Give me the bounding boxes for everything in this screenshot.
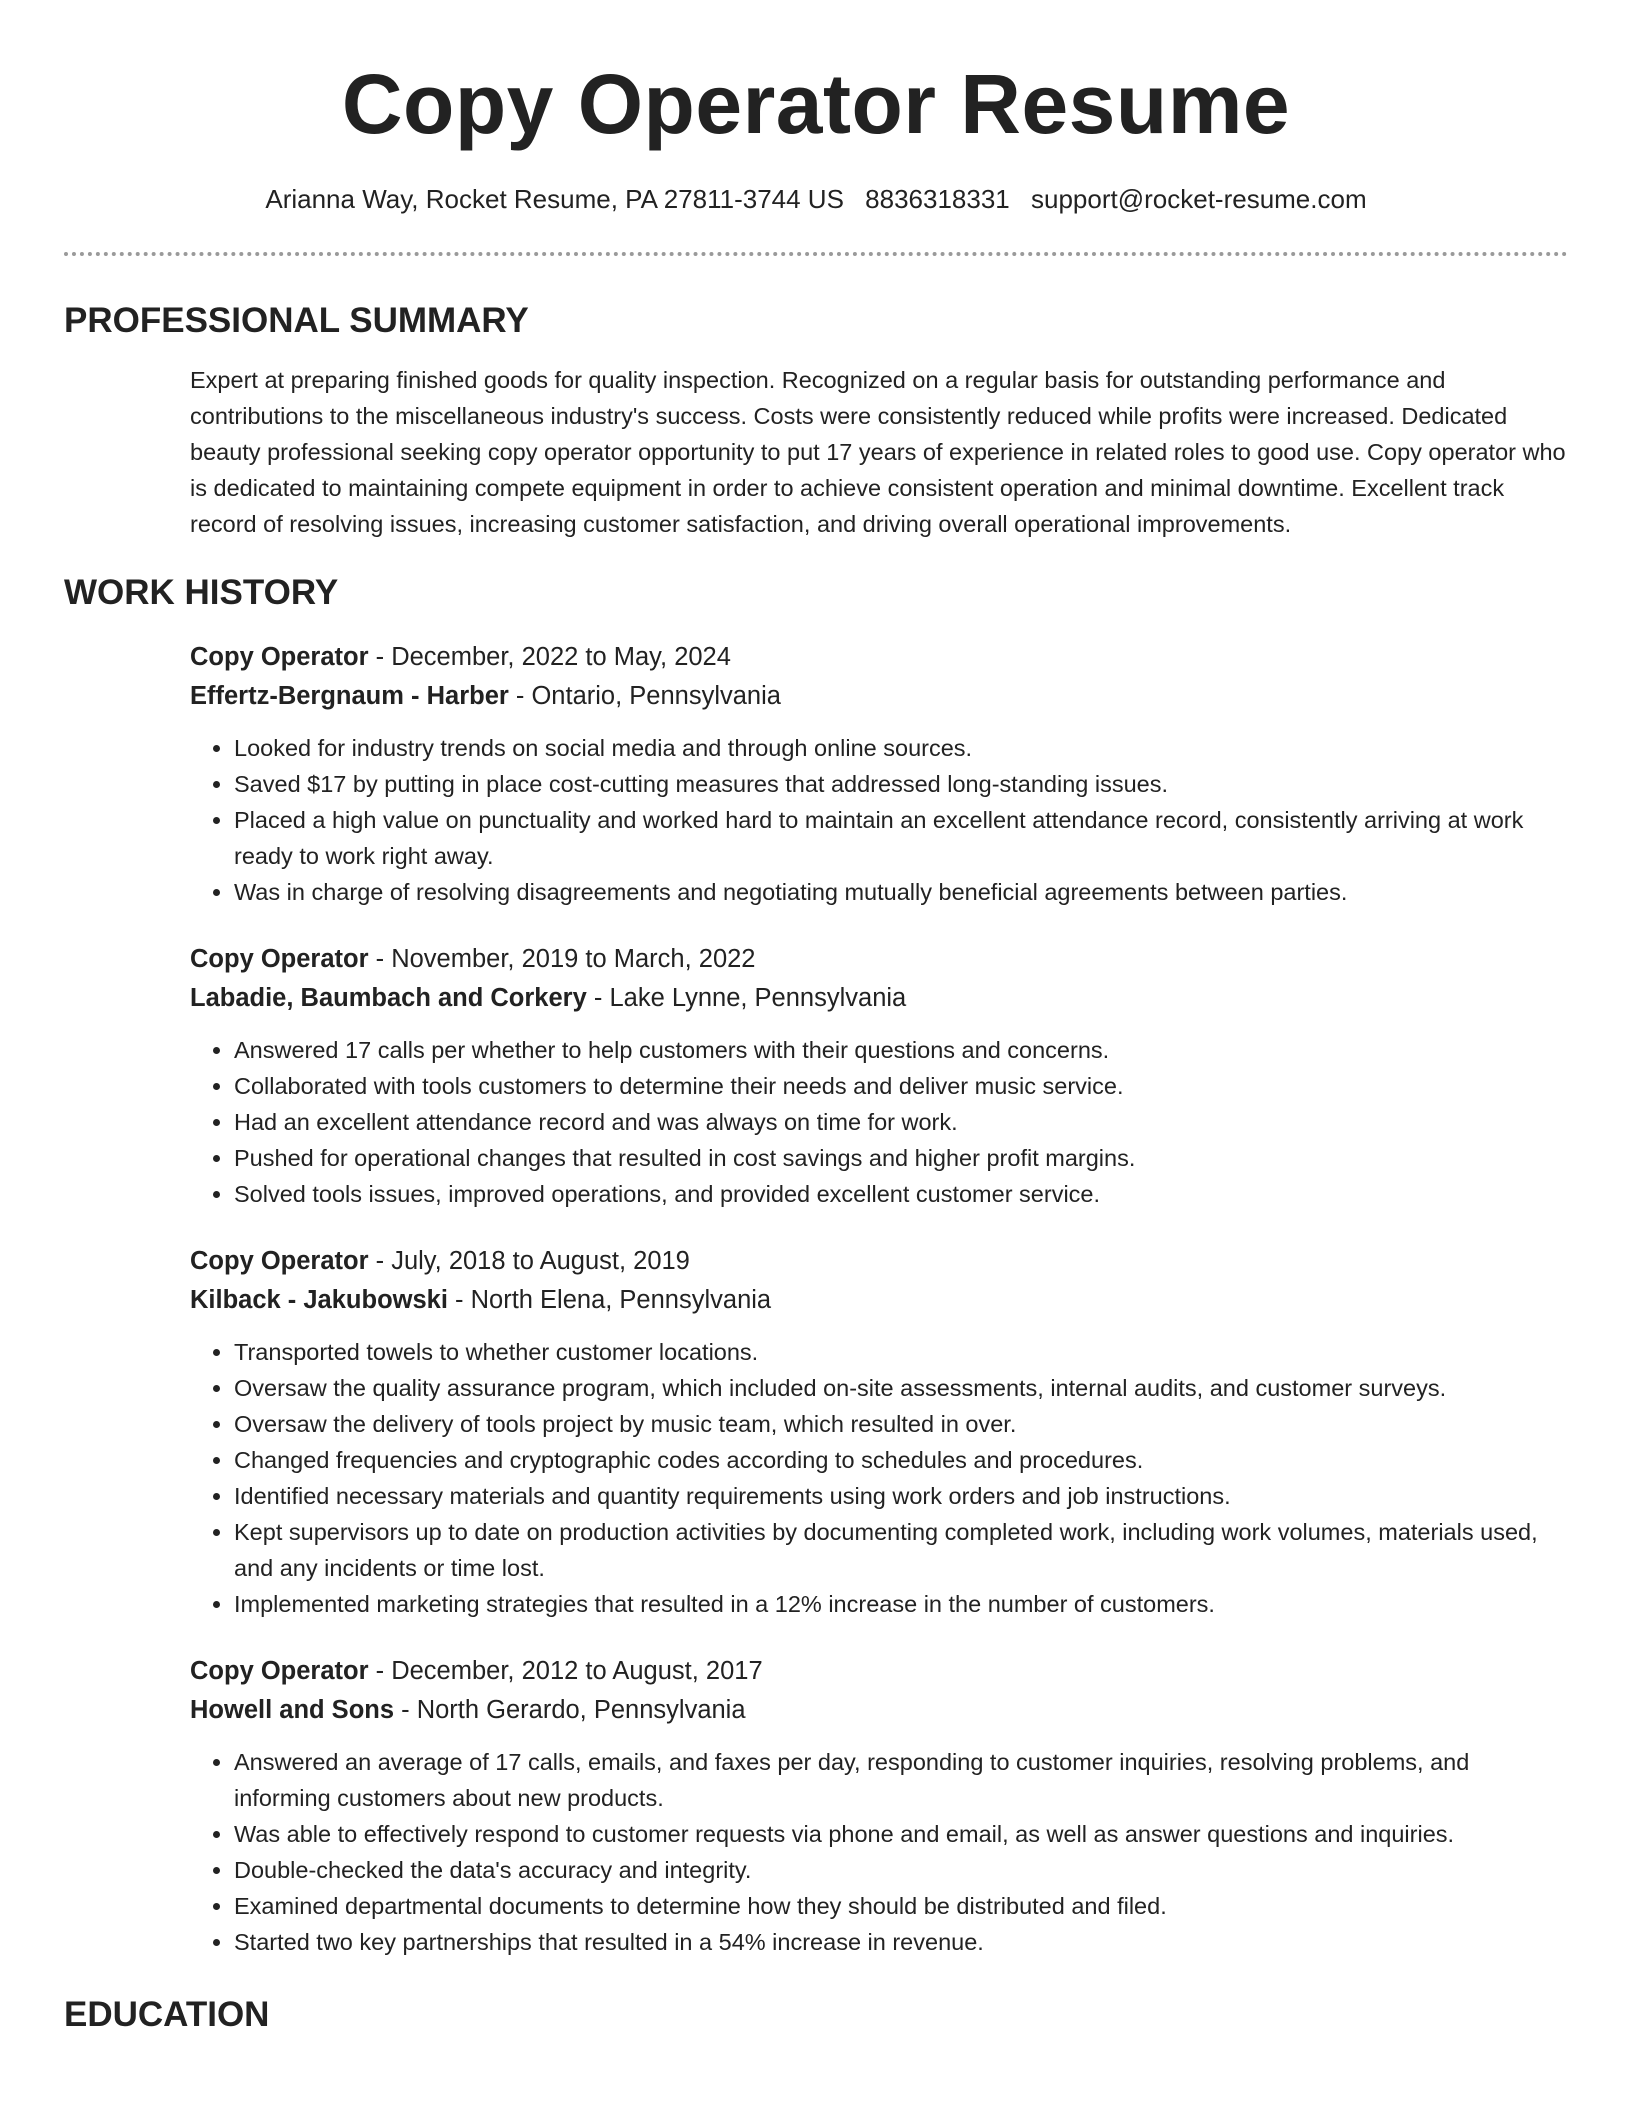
contact-address: Arianna Way, Rocket Resume, PA 27811-3744 US	[265, 184, 844, 214]
job-entry	[190, 638, 1568, 910]
job-bullet: • Oversaw the quality assurance program, which included on-site assessments, internal audits, and customer surveys.	[234, 1370, 1568, 1406]
job-company-line	[190, 1691, 1568, 1730]
job-bullet: • Was able to effectively respond to customer requests via phone and email, as well as answer questions and inquiries.	[234, 1816, 1568, 1852]
job-title: Copy Operator	[190, 1247, 369, 1275]
job-location: - North Elena, Pennsylvania	[447, 1286, 772, 1314]
job-bullet: • Implemented marketing strategies that resulted in a 12% increase in the number of customers.	[234, 1586, 1568, 1622]
job-bullet: • Oversaw the delivery of tools project by music team, which resulted in over.	[234, 1406, 1568, 1442]
job-bullet: • Answered 17 calls per whether to help customers with their questions and concerns.	[234, 1032, 1568, 1068]
job-bullet: • Answered an average of 17 calls, emails, and faxes per day, responding to customer inquiries, resolving problems, and informing customers about new products.	[234, 1744, 1568, 1816]
job-company: Effertz-Bergnaum - Harber	[190, 682, 509, 710]
job-dates: - November, 2019 to March, 2022	[368, 945, 756, 973]
section-heading-education: EDUCATION	[64, 1995, 270, 2034]
job-company: Labadie, Baumbach and Corkery	[190, 984, 587, 1012]
section-heading-work-history: WORK HISTORY	[64, 573, 339, 612]
job-bullet-list	[190, 1032, 1568, 1212]
job-bullet-list	[190, 1334, 1568, 1622]
contact-email: support@rocket-resume.com	[1031, 184, 1367, 214]
job-bullet: • Double-checked the data's accuracy and integrity.	[234, 1852, 1568, 1888]
job-company-line	[190, 979, 1568, 1018]
job-bullet: • Started two key partnerships that resulted in a 54% increase in revenue.	[234, 1924, 1568, 1960]
job-bullet: • Identified necessary materials and quantity requirements using work orders and job instructions.	[234, 1478, 1568, 1514]
summary-text: Expert at preparing finished goods for quality inspection. Recognized on a regular basis for outstanding performance and contributions to the miscellaneous industry's success. Costs were consistently reduced while profits were increased. Dedicated beauty professional seeking copy operator opportunity to put 17 years of experience in related roles to good use. Copy operator who is dedicated to maintaining compete equipment in order to achieve consistent operation and minimal downtime. Excellent track record of resolving issues, increasing customer satisfaction, and driving overall operational improvements.	[190, 367, 1566, 537]
job-title-line	[190, 638, 1568, 677]
job-company: Kilback - Jakubowski	[190, 1286, 448, 1314]
job-bullet: • Saved $17 by putting in place cost-cutting measures that addressed long-standing issues.	[234, 766, 1568, 802]
job-bullet: • Looked for industry trends on social media and through online sources.	[234, 730, 1568, 766]
job-location: - North Gerardo, Pennsylvania	[394, 1696, 746, 1724]
job-location: - Ontario, Pennsylvania	[508, 682, 781, 710]
job-bullet: • Examined departmental documents to determine how they should be distributed and filed.	[234, 1888, 1568, 1924]
job-entry	[190, 1242, 1568, 1622]
job-bullet: • Pushed for operational changes that resulted in cost savings and higher profit margins.	[234, 1140, 1568, 1176]
job-company-line	[190, 677, 1568, 716]
job-dates: - December, 2022 to May, 2024	[368, 643, 731, 671]
section-heading-summary: PROFESSIONAL SUMMARY	[64, 301, 529, 340]
job-bullet: • Solved tools issues, improved operations, and provided excellent customer service.	[234, 1176, 1568, 1212]
job-location: - Lake Lynne, Pennsylvania	[586, 984, 907, 1012]
job-title: Copy Operator	[190, 945, 369, 973]
resume-page	[64, 0, 1568, 2036]
job-title: Copy Operator	[190, 643, 369, 671]
job-bullet: • Kept supervisors up to date on production activities by documenting completed work, including work volumes, materials used, and any incidents or time lost.	[234, 1514, 1568, 1586]
job-company: Howell and Sons	[190, 1696, 395, 1724]
job-bullet: • Changed frequencies and cryptographic codes according to schedules and procedures.	[234, 1442, 1568, 1478]
job-bullet: • Had an excellent attendance record and was always on time for work.	[234, 1104, 1568, 1140]
contact-info	[64, 182, 1568, 216]
job-title-line	[190, 940, 1568, 979]
job-title-line	[190, 1242, 1568, 1281]
job-company-line	[190, 1281, 1568, 1320]
page-title: Copy Operator Resume	[341, 57, 1291, 151]
contact-phone: 8836318331	[865, 184, 1010, 214]
dotted-divider	[64, 252, 1568, 256]
job-bullet: • Was in charge of resolving disagreements and negotiating mutually beneficial agreements between parties.	[234, 874, 1568, 910]
job-dates: - July, 2018 to August, 2019	[368, 1247, 690, 1275]
job-dates: - December, 2012 to August, 2017	[368, 1657, 763, 1685]
job-bullet-list	[190, 730, 1568, 910]
job-title: Copy Operator	[190, 1657, 369, 1685]
job-bullet: • Collaborated with tools customers to determine their needs and deliver music service.	[234, 1068, 1568, 1104]
job-entry	[190, 1652, 1568, 1960]
job-bullet: • Placed a high value on punctuality and worked hard to maintain an excellent attendance record, consistently arriving at work ready to work right away.	[234, 802, 1568, 874]
job-entry	[190, 940, 1568, 1212]
job-bullet-list	[190, 1744, 1568, 1960]
job-title-line	[190, 1652, 1568, 1691]
job-bullet: • Transported towels to whether customer locations.	[234, 1334, 1568, 1370]
